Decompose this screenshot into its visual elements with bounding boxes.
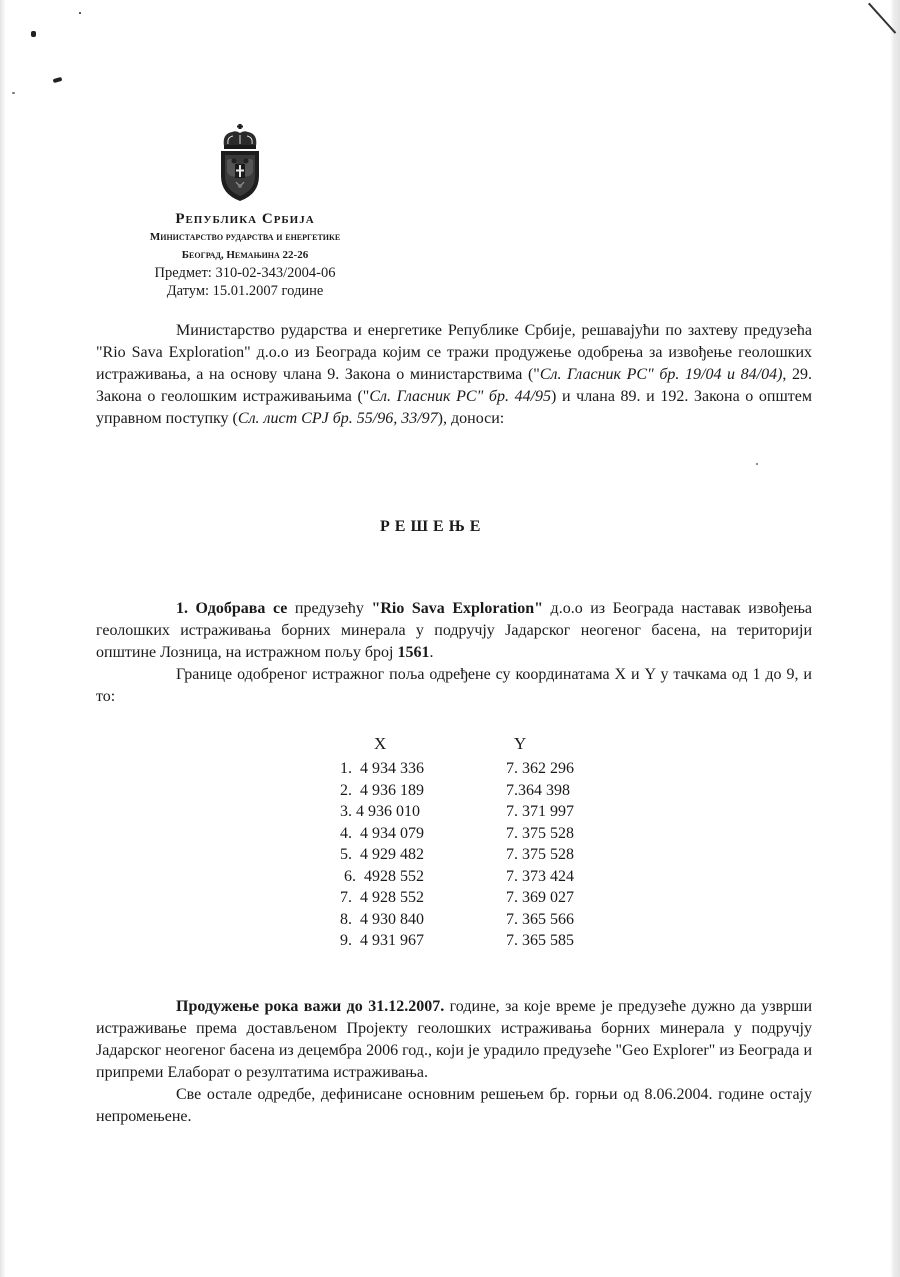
- letterhead-date: Датум: 15.01.2007 године: [166, 283, 324, 299]
- table-row: 8. 4 930 840 7. 365 566: [340, 910, 574, 928]
- table-row: 3. 4 936 010 7. 371 997: [340, 803, 574, 820]
- letterhead-address: Београд, Немањина 22-26: [181, 249, 309, 261]
- letterhead: [80, 210, 410, 300]
- scan-speck: [31, 31, 36, 37]
- column-header-x: X: [374, 734, 387, 753]
- section-1-paragraph: 1. Одобрава се предузећу "Rio Sava Exploration" д.о.о из Београда наставак извођења геолошких истраживања борних минерала у подручју Јадарског неогеног басена, на територији општине Лозница, на истражном пољу број 1561.: [96, 600, 813, 661]
- closing-paragraph: Све остале одредбе, дефинисане основним решењем бр. горњи од 8.06.2004. године остају непромењене.: [96, 1086, 812, 1125]
- table-row: 1. 4 934 336 7. 362 296: [340, 760, 574, 777]
- letterhead-country: Република Србија: [175, 211, 315, 227]
- document-title: РЕШЕЊЕ: [380, 518, 486, 535]
- scan-speck: [79, 12, 81, 14]
- column-header-y: Y: [514, 734, 527, 753]
- table-row: 9. 4 931 967 7. 365 585: [340, 932, 574, 949]
- extension-paragraph: Продужење рока важи до 31.12.2007. године, за које време је предузеће дужно да узврши истраживање према достављеном Пројекту геолошких истраживања борних минерала у подручју Јадарског неогеног басена из децембра 2006 год., који је урадило предузеће "Geo Explorer" из Београда и припреми Елаборат о резултатима истраживања.: [96, 998, 813, 1081]
- letterhead-subject: Предмет: 310-02-343/2004-06: [154, 265, 336, 281]
- preamble-paragraph: Министарство рударства и енергетике Републике Србије, решавајући по захтеву предузећа "Rio Sava Exploration" д.о.о из Београда којим се тражи продужење одобрења за извођење геолошких истраживања, а на основу члана 9. Закона о министарствима ("Сл. Гласник РС" бр. 19/04 и 84/04), 29. Закона о геолошким истраживањима ("Сл. Гласник РС" бр. 44/95) и члана 89. и 192. Закона о општем управном поступку (Сл. лист СРЈ бр. 55/96, 33/97), доноси:: [96, 322, 813, 427]
- scan-speck: [12, 92, 15, 94]
- table-row: 6. 4928 552 7. 373 424: [344, 867, 574, 885]
- coordinates-table: [340, 734, 610, 952]
- boundaries-paragraph: Границе одобреног истражног поља одређене су координатама X и Y у тачкама од 1 до 9, и то:: [96, 666, 812, 705]
- page-edge-left: [0, 0, 6, 1277]
- letterhead-ministry: Министарство рударства и енергетике: [149, 231, 341, 243]
- table-row: 4. 4 934 079 7. 375 528: [340, 824, 574, 842]
- table-row: 2. 4 936 189 7.364 398: [340, 781, 570, 799]
- scan-speck: [53, 77, 63, 83]
- page-edge-right: [890, 0, 900, 1277]
- scan-speck: [756, 463, 758, 465]
- coat-of-arms-icon: [218, 124, 262, 202]
- table-row: 7. 4 928 552 7. 369 027: [340, 889, 574, 906]
- table-row: 5. 4 929 482 7. 375 528: [340, 846, 574, 863]
